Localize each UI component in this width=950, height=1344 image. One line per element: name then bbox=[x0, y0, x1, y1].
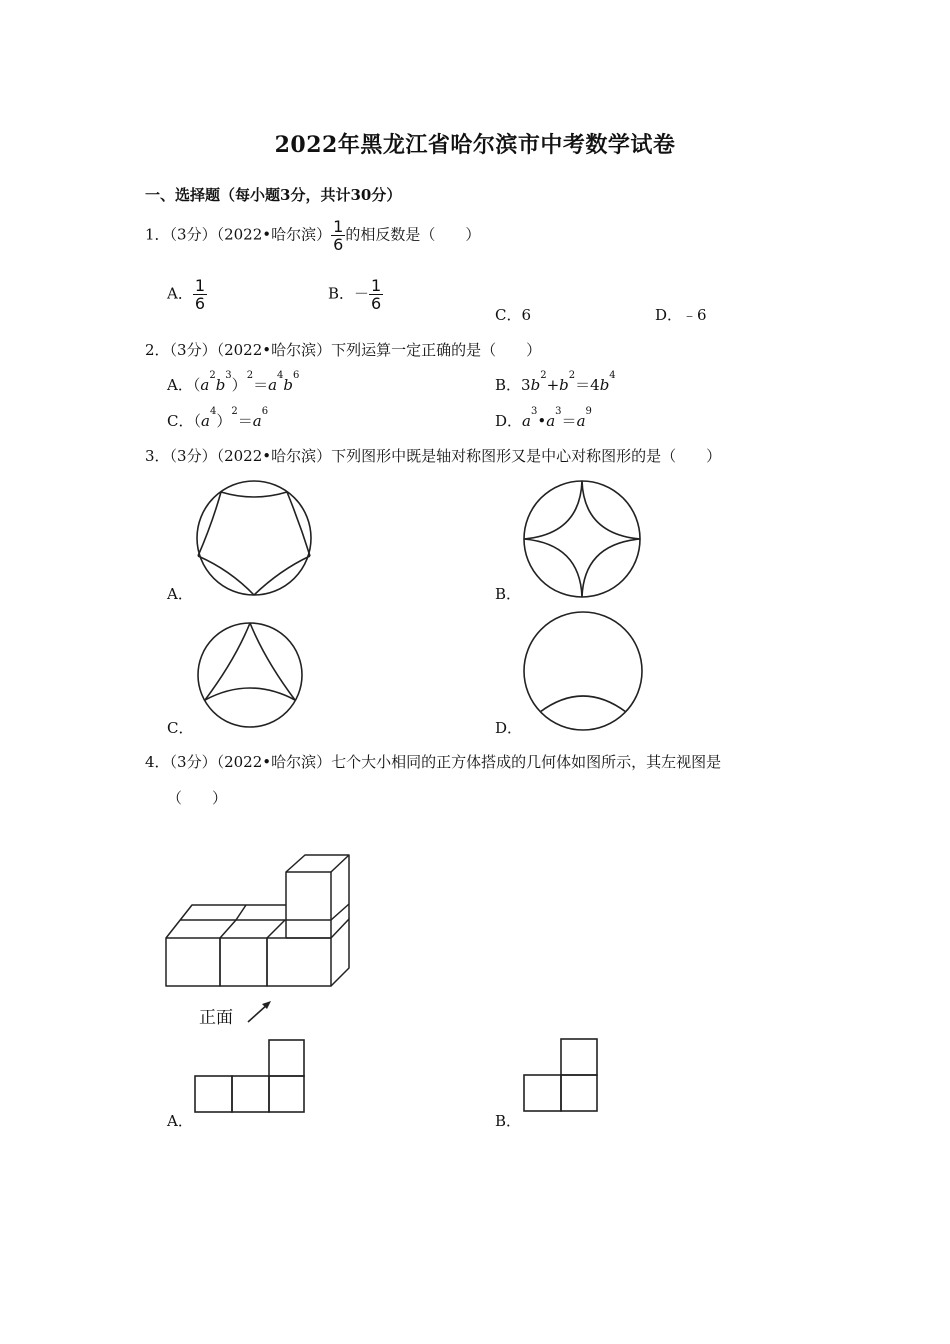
var: a bbox=[522, 412, 531, 430]
question-number: 4． bbox=[145, 753, 170, 771]
question-source: （2022•哈尔滨） bbox=[216, 753, 332, 771]
question-score: （3分） bbox=[169, 753, 217, 771]
coef: 4 bbox=[590, 376, 600, 394]
exponent: 3 bbox=[530, 406, 538, 417]
coef: 3 bbox=[521, 376, 531, 394]
question-source: （2022•哈尔滨） bbox=[216, 341, 332, 359]
q2-option-c bbox=[167, 406, 269, 431]
q1-option-b bbox=[328, 277, 383, 312]
q1-option-d bbox=[655, 304, 707, 325]
var: a bbox=[576, 412, 586, 430]
var: b bbox=[559, 376, 569, 394]
q4-option-b-view bbox=[520, 1035, 605, 1115]
q1-option-c bbox=[495, 304, 531, 325]
question-number: 3． bbox=[145, 447, 170, 465]
question-source: （2022•哈尔滨） bbox=[216, 225, 332, 244]
exponent: 4 bbox=[277, 370, 284, 381]
exponent: 4 bbox=[609, 370, 616, 381]
dot: • bbox=[537, 412, 547, 430]
option-label: A． bbox=[167, 284, 193, 303]
cube-stack-figure bbox=[160, 850, 355, 990]
fraction-denominator: 6 bbox=[371, 294, 382, 313]
exponent: 2 bbox=[246, 370, 254, 381]
figure-c-circle-three-arcs bbox=[193, 618, 308, 733]
q3-option-c-label: C． bbox=[167, 719, 194, 737]
exponent: 3 bbox=[555, 406, 562, 417]
paren: （ bbox=[193, 412, 201, 430]
exponent: 2 bbox=[231, 406, 238, 417]
option-label: C． bbox=[495, 306, 522, 324]
exponent: 2 bbox=[568, 370, 576, 381]
arrow-icon bbox=[244, 1000, 274, 1026]
var: b bbox=[215, 376, 226, 394]
q2-option-a bbox=[167, 370, 300, 395]
question-score: （3分） bbox=[169, 225, 217, 244]
q4-option-a-view bbox=[190, 1035, 310, 1115]
question-stem: 七个大小相同的正方体搭成的几何体如图所示，其左视图是 bbox=[331, 753, 722, 771]
option-label: B． bbox=[495, 376, 522, 394]
q3-option-a-label: A． bbox=[167, 585, 193, 603]
exponent: 4 bbox=[209, 406, 217, 417]
question-stem: 下列图形中既是轴对称图形又是中心对称图形的是（ ） bbox=[331, 447, 722, 465]
page-title: 2022年黑龙江省哈尔滨市中考数学试卷 bbox=[274, 132, 676, 158]
var: a bbox=[546, 412, 556, 430]
fraction-numerator: 1 bbox=[371, 276, 382, 295]
equals: ＝ bbox=[575, 376, 591, 394]
q3-option-d-label: D． bbox=[495, 719, 523, 737]
q2-option-b bbox=[495, 370, 616, 395]
section-heading: 一、选择题（每小题3分，共计30分） bbox=[145, 186, 402, 204]
option-label: D． bbox=[655, 306, 683, 324]
equals: ＝ bbox=[253, 376, 269, 394]
figure-b-circle-four-arcs bbox=[518, 478, 648, 603]
fraction bbox=[193, 277, 207, 312]
var: a bbox=[201, 412, 210, 430]
paren: （ bbox=[192, 376, 201, 394]
question-stem: 的相反数是（ ） bbox=[345, 225, 481, 244]
exponent: 2 bbox=[540, 370, 547, 381]
figure-a-circle-five-arcs bbox=[190, 478, 320, 598]
fraction-denominator: 6 bbox=[194, 294, 206, 313]
var: a bbox=[200, 376, 210, 394]
var: b bbox=[283, 376, 294, 394]
var: a bbox=[268, 376, 278, 394]
question-2 bbox=[145, 339, 541, 360]
plus: + bbox=[546, 376, 560, 394]
question-stem: 下列运算一定正确的是（ ） bbox=[331, 341, 542, 359]
question-3 bbox=[145, 445, 721, 466]
option-label: A． bbox=[167, 376, 193, 394]
minus-sign: － bbox=[354, 284, 370, 303]
option-value: 6 bbox=[521, 306, 532, 324]
equals: ＝ bbox=[561, 412, 577, 430]
fraction-numerator: 1 bbox=[333, 217, 344, 236]
question-source: （2022•哈尔滨） bbox=[216, 447, 332, 465]
question-number: 1． bbox=[145, 225, 170, 244]
front-view-label: 正面 bbox=[199, 1008, 233, 1028]
q2-option-d bbox=[495, 406, 592, 431]
exponent: 3 bbox=[225, 370, 232, 381]
option-value: ﹣6 bbox=[682, 306, 707, 324]
question-score: （3分） bbox=[169, 341, 217, 359]
equals: ＝ bbox=[237, 412, 253, 430]
option-label: B． bbox=[328, 284, 355, 303]
q4-option-b-label: B． bbox=[495, 1112, 522, 1130]
exponent: 2 bbox=[209, 370, 216, 381]
question-4-blank: （ ） bbox=[167, 789, 228, 807]
question-4 bbox=[145, 751, 721, 772]
q4-option-a-label: A． bbox=[167, 1112, 193, 1130]
q1-option-a bbox=[167, 277, 207, 312]
var: a bbox=[252, 412, 262, 430]
q3-option-b-label: B． bbox=[495, 585, 522, 603]
fraction-numerator: 1 bbox=[194, 276, 206, 295]
option-label: C． bbox=[167, 412, 194, 430]
fraction bbox=[331, 218, 345, 253]
question-1 bbox=[145, 218, 480, 253]
paren: ） bbox=[216, 412, 232, 430]
exponent: 6 bbox=[261, 406, 269, 417]
paren: ） bbox=[231, 376, 247, 394]
fraction-denominator: 6 bbox=[333, 235, 344, 254]
question-number: 2． bbox=[145, 341, 170, 359]
var: b bbox=[599, 376, 610, 394]
figure-d-circle-one-arc bbox=[518, 608, 648, 738]
var: b bbox=[530, 376, 541, 394]
fraction bbox=[369, 277, 383, 312]
exponent: 9 bbox=[585, 406, 592, 417]
option-label: D． bbox=[495, 412, 523, 430]
question-score: （3分） bbox=[169, 447, 217, 465]
exponent: 6 bbox=[293, 370, 300, 381]
